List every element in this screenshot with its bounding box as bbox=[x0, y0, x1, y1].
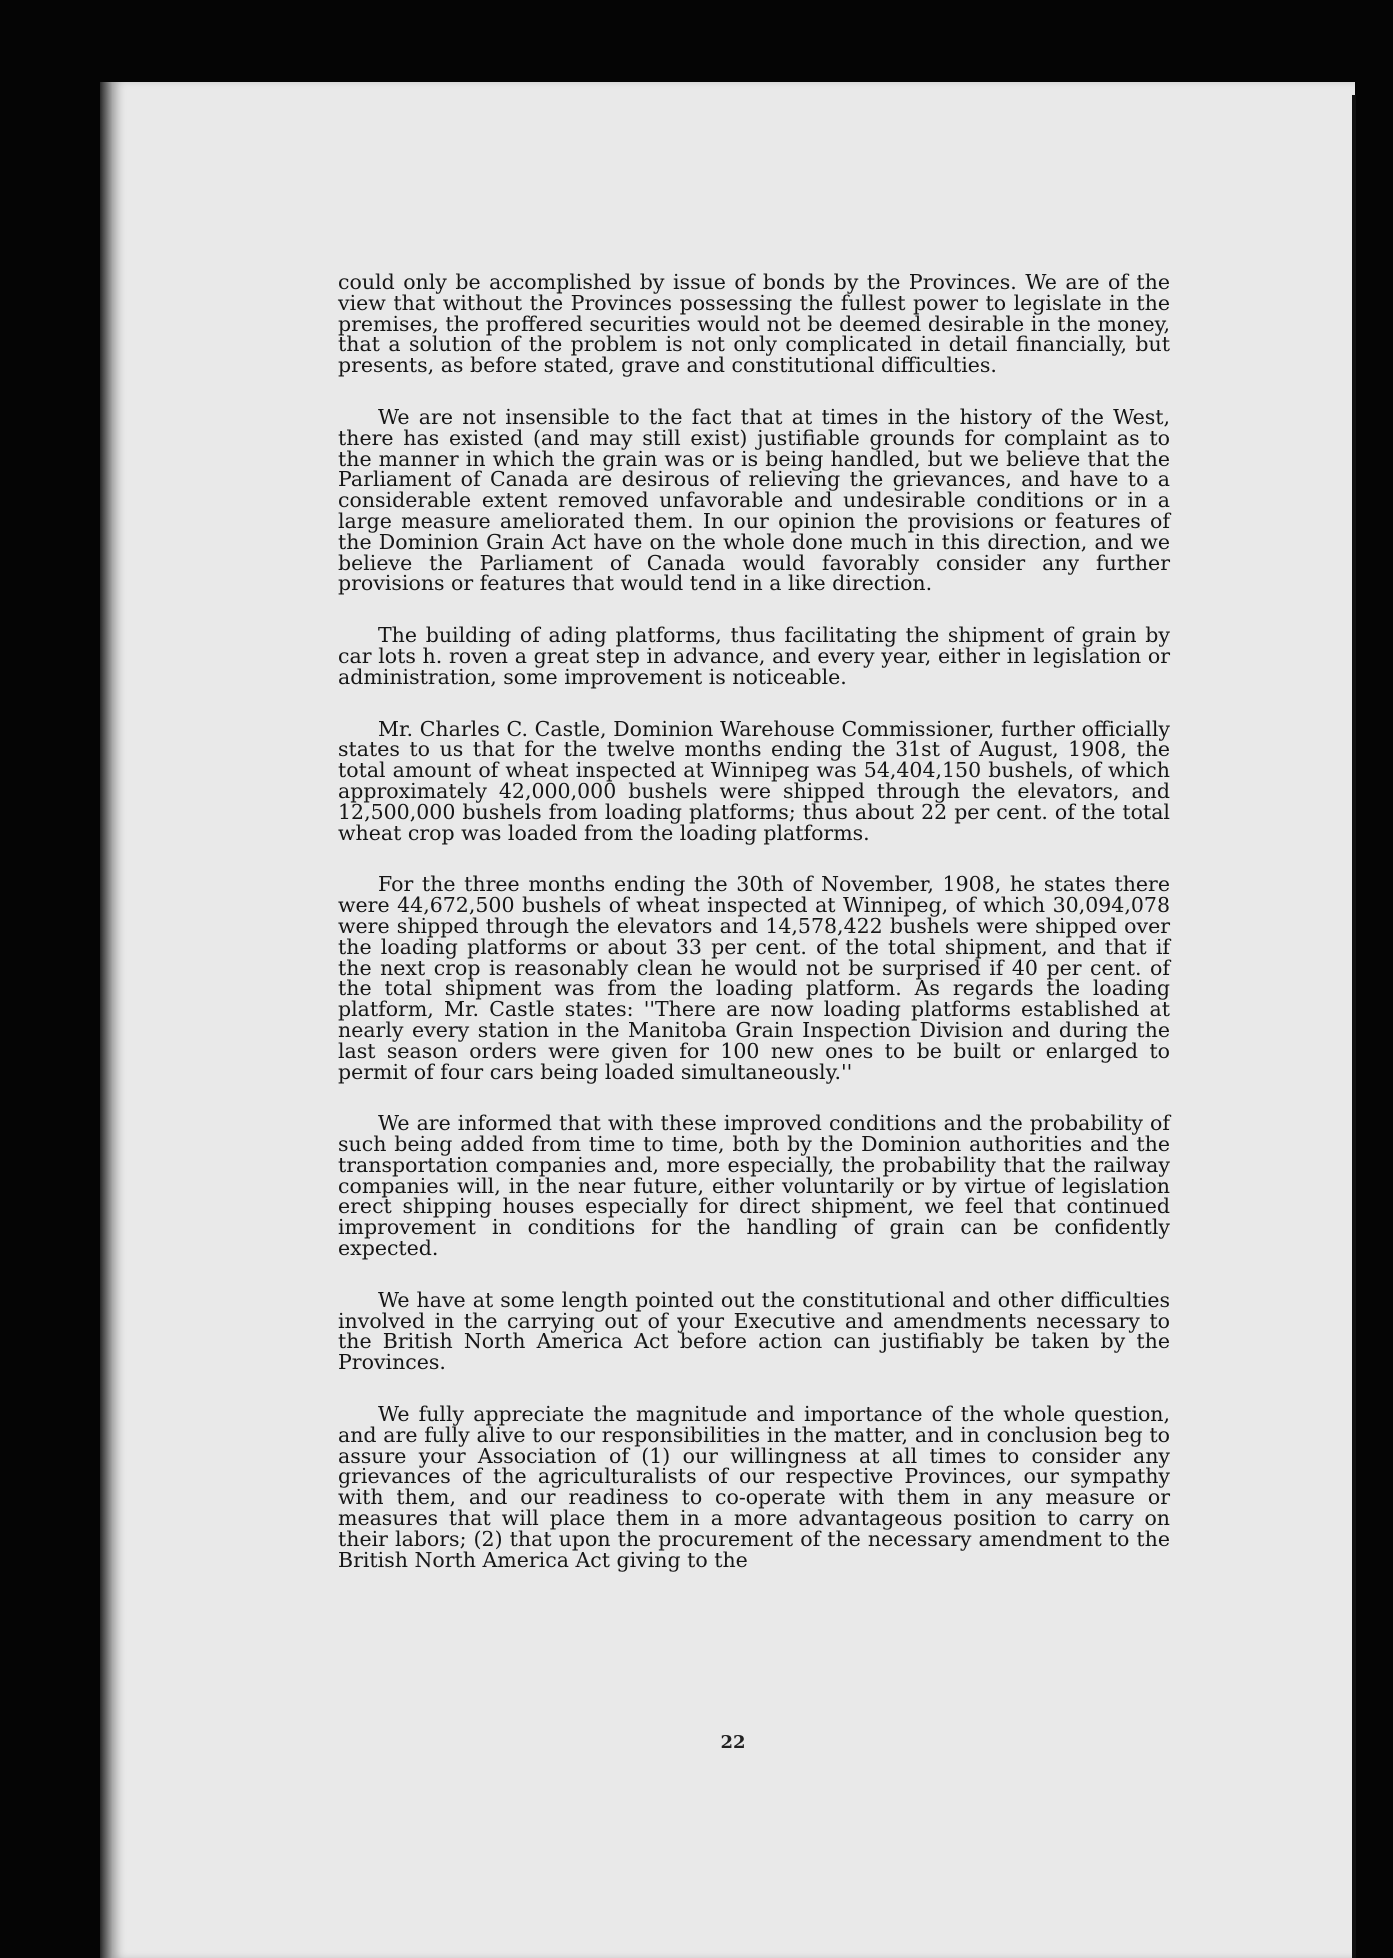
page-number: 22 bbox=[720, 1732, 746, 1753]
paragraph-7: We have at some length pointed out the constitutional and other difficulties involved in the carrying out of your Executive and amendments necessary to the British North America Act before action can justifiably be taken by the Provinces. bbox=[338, 1287, 1170, 1375]
page-edge bbox=[1352, 95, 1356, 1958]
paragraph-3: The building of ading platforms, thus facilitating the shipment of grain by car lots h. roven a great step in advance, and every year, either in legislation or administration, some improvement is noticeable. bbox=[338, 623, 1170, 689]
paragraph-5: For the three months ending the 30th of November, 1908, he states there were 44,672,500 bushels of wheat inspected at Winnipeg, of which 30,094,078 were shipped through the elevators and 14,578,422 bushels were shipped over the loading platforms or about 33 per cent. of the total shipment, and that if the next crop is reasonably clean he would not be surprised if 40 per cent. of the total shipment was from the loading platform. As regards the loading platform, Mr. Castle states: ''There are now loading platforms established at nearly every station in the Manitoba Grain Inspection Division and during the last season orders were given for 100 new ones to be built or enlarged to permit of four cars being loaded simultaneously.'' bbox=[338, 872, 1170, 1084]
paragraph-4: Mr. Charles C. Castle, Dominion Warehouse Commissioner, further officially states to us that for the twelve months ending the 31st of August, 1908, the total amount of wheat inspected at Winnipeg was 54,404,150 bushels, of which approximately 42,000,000 bushels were shipped through the elevators, and 12,500,000 bushels from loading platforms; thus about 22 per cent. of the total wheat crop was loaded from the loading platforms. bbox=[338, 716, 1170, 845]
paragraph-2: We are not insensible to the fact that at times in the history of the West, there has existed (and may still exist) justifiable grounds for complaint as to the manner in which the grain was or is being handled, but we believe that the Parliament of Canada are desirous of relieving the grievances, and have to a considerable extent removed unfavorable and undesirable conditions or in a large measure ameliorated them. In our opinion the provisions or features of the Dominion Grain Act have on the whole done much in this direction, and we believe the Parliament of Canada would favorably consider any further provisions or features that would tend in a like direction. bbox=[338, 404, 1170, 596]
paragraph-8: We fully appreciate the magnitude and importance of the whole question, and are fully alive to our responsibilities in the matter, and in conclusion beg to assure your Association of (1) our willingness at all times to consider any grievances of the agriculturalists of our respective Provinces, our sympathy with them, and our readiness to co-operate with them in any measure or measures that will place them in a more advantageous position to carry on their labors; (2) that upon the procurement of the necessary amendment to the British North America Act giving to the bbox=[338, 1402, 1170, 1572]
paragraph-6: We are informed that with these improved conditions and the probability of such being added from time to time, both by the Dominion authorities and the transportation companies and, more especially, the probability that the railway companies will, in the near future, either voluntarily or by virtue of legislation erect shipping houses especially for direct shipment, we feel that continued improvement in conditions for the handling of grain can be confidently expected. bbox=[338, 1111, 1170, 1261]
body-text bbox=[338, 272, 1170, 1601]
paragraph-1: could only be accomplished by issue of bonds by the Provinces. We are of the view that without the Provinces possessing the fullest power to legislate in the premises, the proffered securities would not be deemed desirable in the money, that a solution of the problem is not only complicated in detail financially, but presents, as before stated, grave and constitutional difficulties. bbox=[338, 270, 1170, 378]
